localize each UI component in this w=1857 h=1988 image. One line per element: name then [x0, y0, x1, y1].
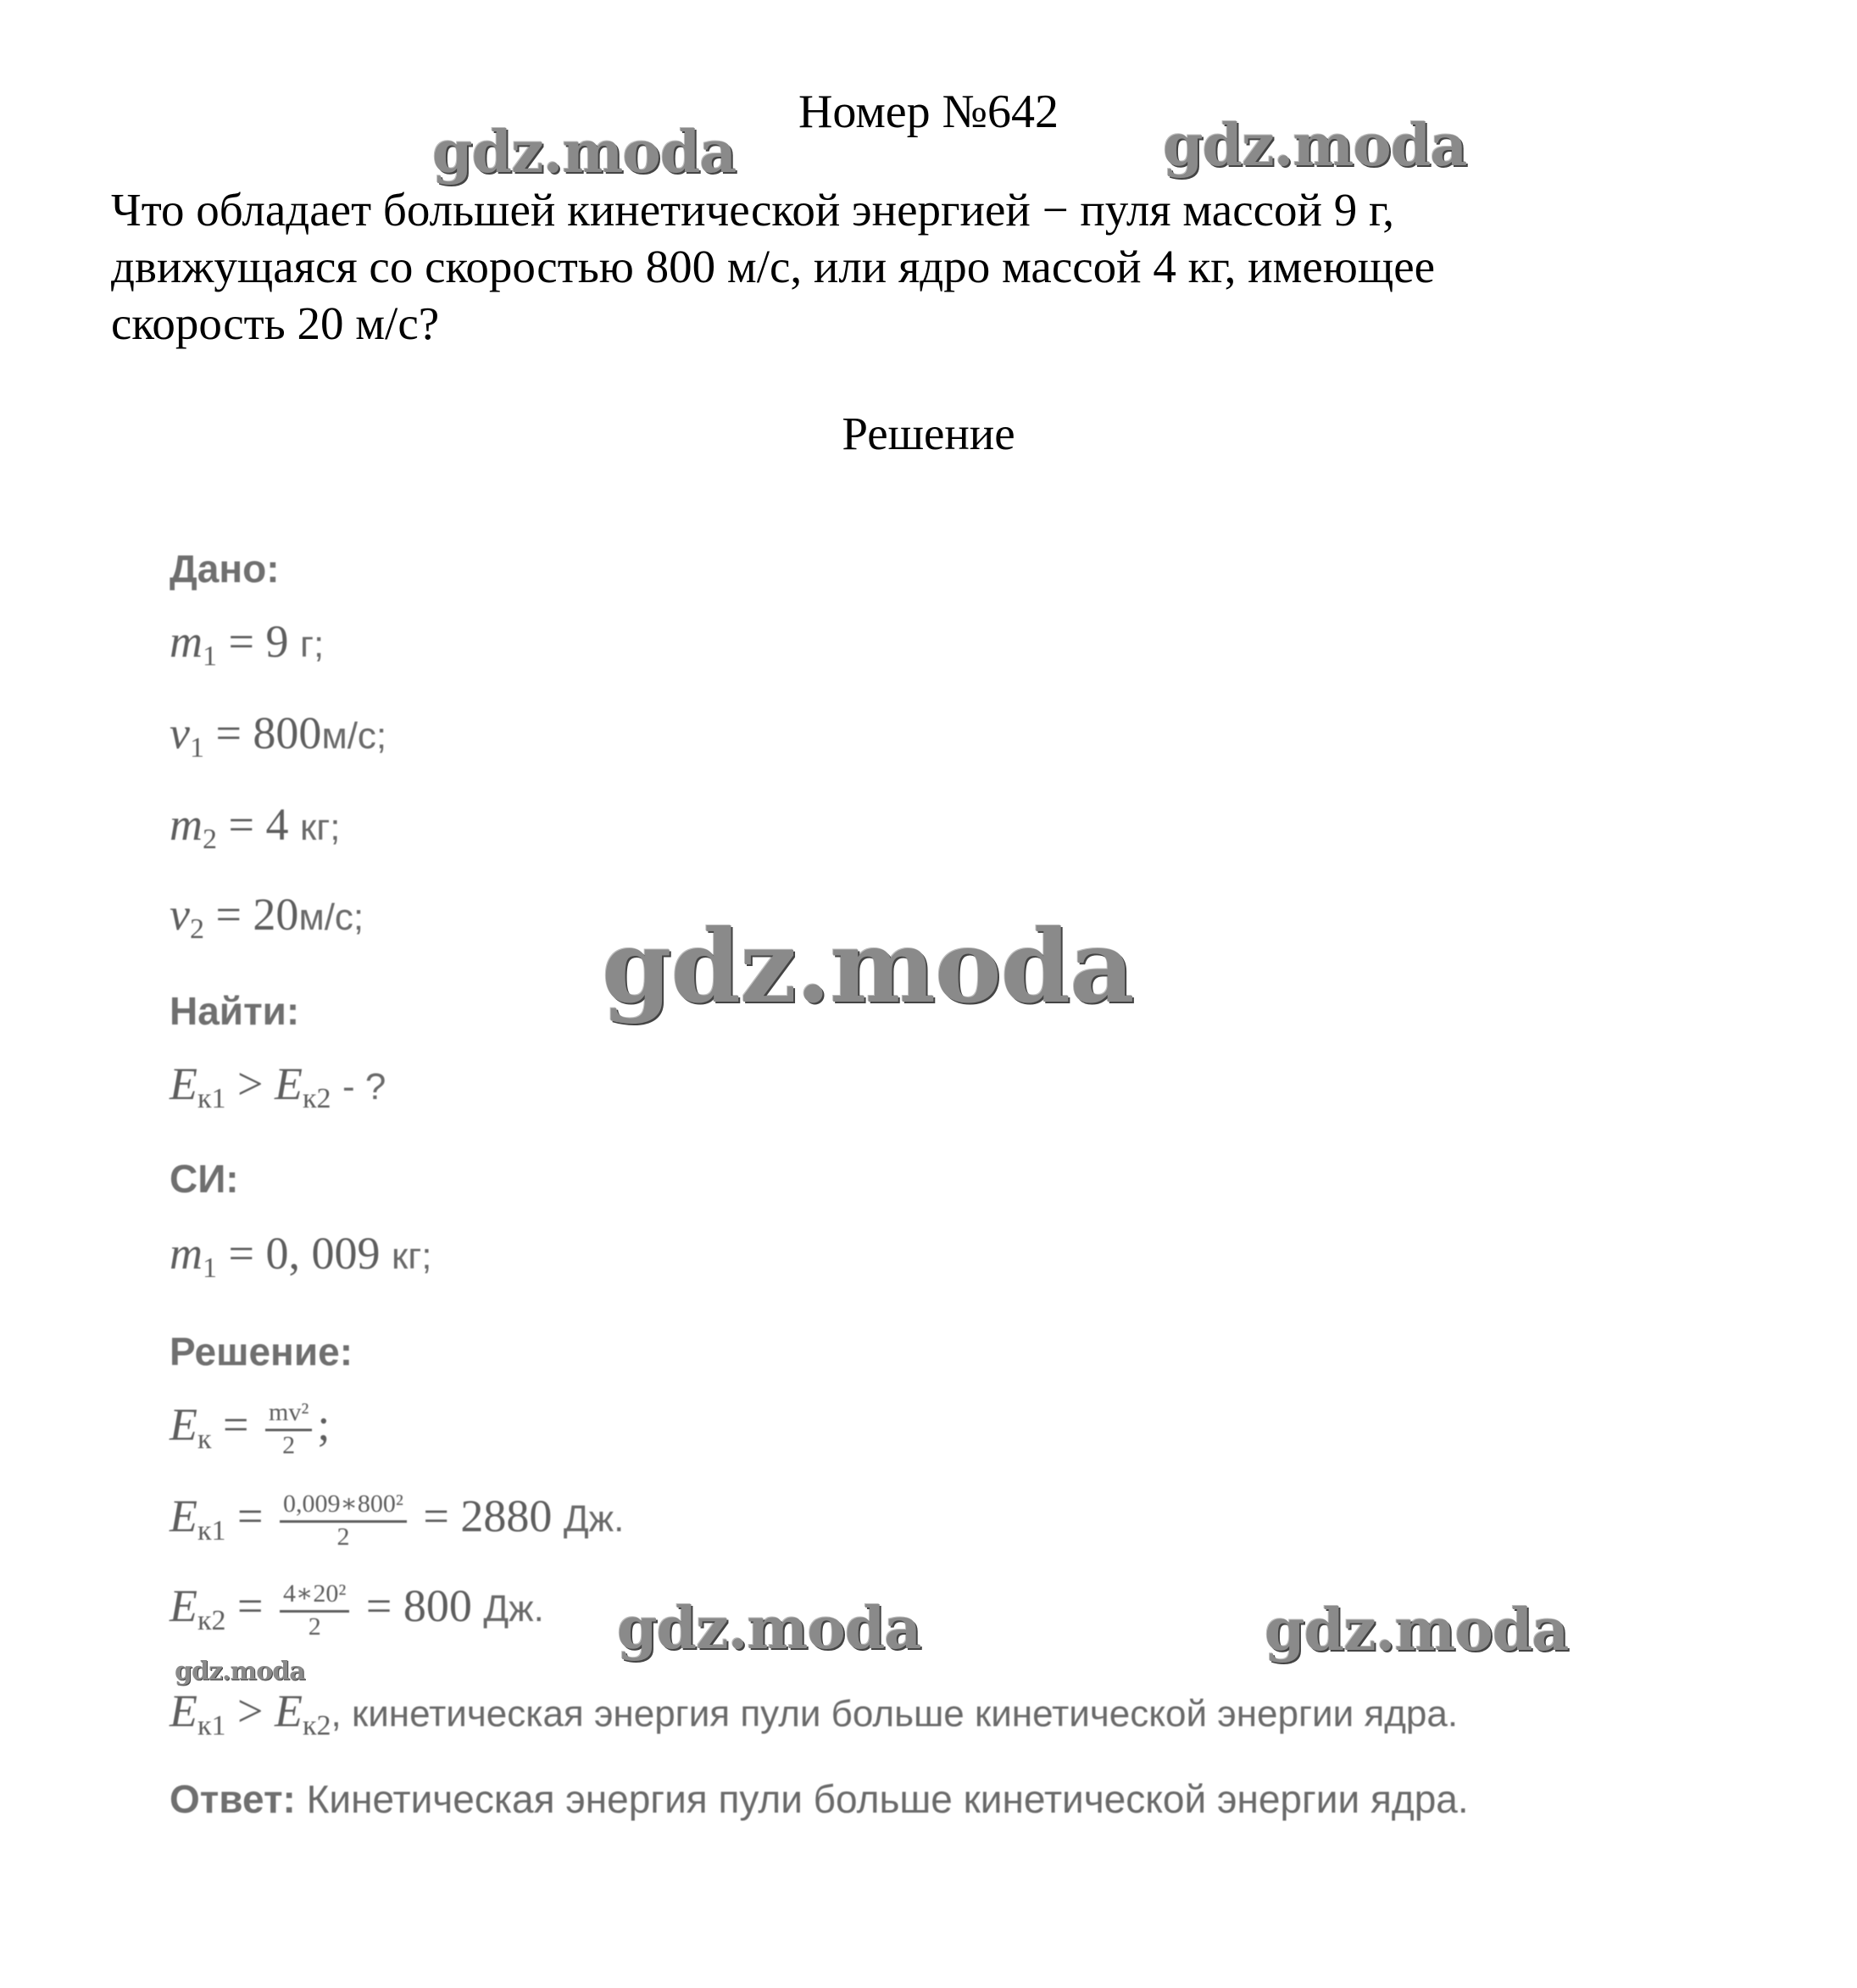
- answer-line: [170, 1777, 1469, 1821]
- given-m2: $m_2 = 4$ кг;: [170, 799, 341, 855]
- problem-line: Что обладает большей кинетической энергией − пуля массой 9 г,: [111, 184, 1395, 236]
- calc1-fraction: $\frac{\text{0,009∗800²}}{2}$: [280, 1491, 407, 1550]
- page-title: Номер №642: [798, 86, 1059, 138]
- problem-statement: [111, 181, 1704, 352]
- watermark-logo: gdz.moda: [602, 908, 1134, 1025]
- given-v2: $v_2 = 20м/с$;: [170, 889, 364, 945]
- watermark-logo: gdz.moda: [175, 1657, 305, 1686]
- calc2-fraction: $\frac{\text{4∗20²}}{2}$: [280, 1581, 349, 1640]
- problem-line: движущаяся со скоростью 800 м/с, или ядро массой 4 кг, имеющее: [111, 241, 1436, 292]
- si-m1: $m_1 = 0$, 009 кг;: [170, 1228, 432, 1284]
- watermark-logo: gdz.moda: [1265, 1597, 1569, 1664]
- formula-fraction: $\frac{\text{mv²}}{2}$: [265, 1400, 312, 1458]
- watermark-logo: gdz.moda: [432, 119, 737, 186]
- find-expression: $E_{к1} > E_{к2}$ - ?: [170, 1058, 386, 1114]
- answer-label: Ответ:: [170, 1777, 296, 1821]
- energy-comparison: $E_{к1} > E_{к2}$, кинетическая энергия пули больше кинетической энергии ядра.: [170, 1685, 1459, 1741]
- energy-calc-1: $E_{к1}$ = $\frac{\text{0,009∗800²}}{2}$ = 2880 Дж.: [170, 1490, 625, 1551]
- answer-text: Кинетическая энергия пули больше кинетической энергии ядра.: [295, 1777, 1469, 1821]
- watermark-logo: gdz.moda: [1163, 112, 1467, 180]
- find-label: Найти:: [170, 989, 300, 1033]
- problem-line: скорость 20 м/с?: [111, 297, 440, 349]
- solution-heading: Решение: [842, 408, 1015, 459]
- given-label: Дано:: [170, 547, 280, 591]
- given-v1: $v_1 = 800м/с$;: [170, 708, 387, 764]
- solve-label: Решение:: [170, 1330, 353, 1374]
- watermark-logo: gdz.moda: [617, 1595, 921, 1663]
- given-m1: $m_1 = 9$ г;: [170, 616, 325, 672]
- kinetic-energy-formula: $E_к$ = $\frac{\text{mv²}}{2}$ ;: [170, 1398, 331, 1459]
- si-label: СИ:: [170, 1157, 239, 1201]
- energy-calc-2: $E_{к2}$ = $\frac{\text{4∗20²}}{2}$ = 800 Дж.: [170, 1580, 544, 1641]
